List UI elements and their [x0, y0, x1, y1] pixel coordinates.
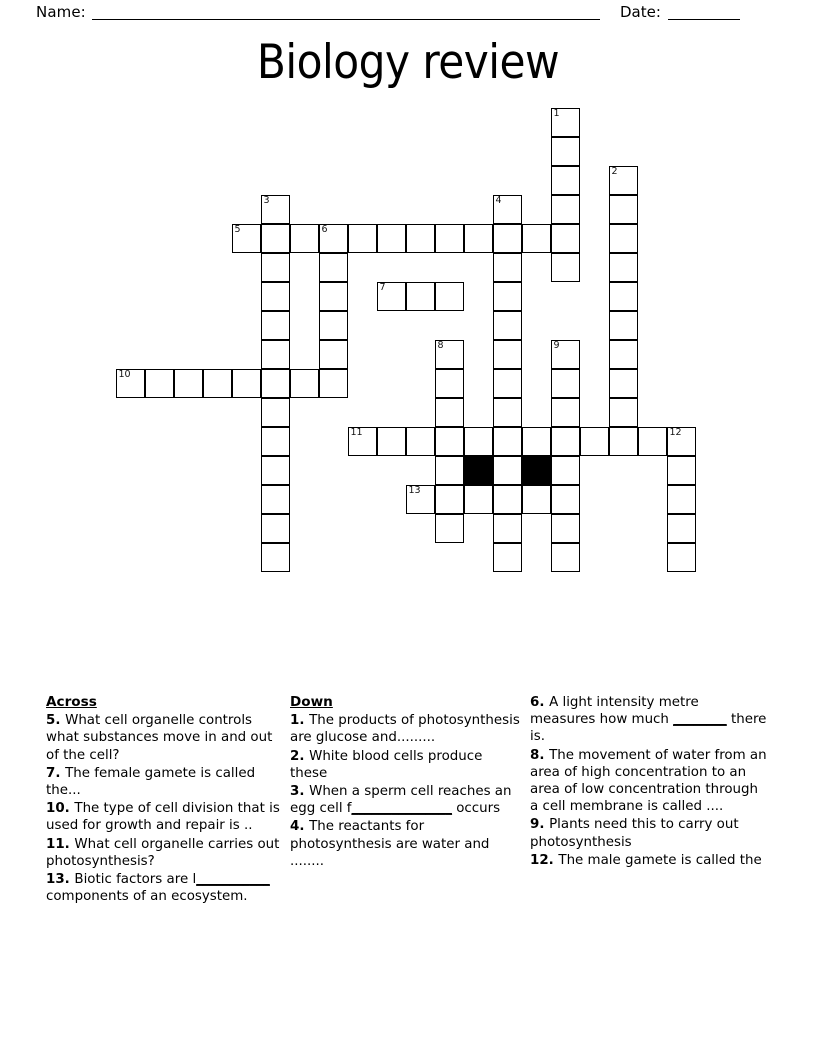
page-title: Biology review: [256, 35, 560, 90]
grid-cell[interactable]: [493, 398, 522, 427]
grid-cell[interactable]: [493, 311, 522, 340]
grid-cell[interactable]: [435, 456, 464, 485]
grid-cell-number: 2: [611, 166, 618, 177]
grid-cell-number: 4: [495, 195, 502, 206]
clue-text: The movement of water from an area of high concentration to an area of low concentration through a cell membrane is called ....: [530, 747, 767, 815]
grid-cell[interactable]: [493, 253, 522, 282]
grid-cell[interactable]: [551, 108, 580, 137]
grid-cell[interactable]: [551, 137, 580, 166]
grid-cell-number: 7: [379, 282, 386, 293]
grid-cell[interactable]: [174, 369, 203, 398]
grid-cell[interactable]: [261, 514, 290, 543]
grid-cell[interactable]: [609, 195, 638, 224]
clue-text: What cell organelle controls what substances move in and out of the cell?: [46, 713, 273, 763]
grid-cell[interactable]: [319, 369, 348, 398]
grid-cell[interactable]: [667, 485, 696, 514]
grid-cell[interactable]: [261, 311, 290, 340]
grid-cell[interactable]: [406, 485, 435, 514]
grid-cell[interactable]: [551, 485, 580, 514]
grid-cell[interactable]: [377, 224, 406, 253]
grid-cell[interactable]: [261, 485, 290, 514]
grid-cell[interactable]: [493, 195, 522, 224]
grid-cell-number: 6: [321, 224, 328, 235]
clue-item: [46, 712, 286, 764]
grid-cell[interactable]: [493, 369, 522, 398]
grid-cell[interactable]: [203, 369, 232, 398]
clue-item: [290, 748, 522, 782]
grid-cell[interactable]: [522, 485, 551, 514]
grid-cell-number: 1: [553, 108, 560, 119]
grid-cell[interactable]: [261, 427, 290, 456]
clue-item: [46, 765, 286, 799]
grid-cell[interactable]: [551, 224, 580, 253]
clue-item: [46, 800, 286, 834]
clues-column-across: [46, 694, 286, 906]
clue-text: The products of photosynthesis are glucose and.........: [290, 713, 520, 746]
grid-cell[interactable]: [667, 543, 696, 572]
grid-cell-number: 3: [263, 195, 270, 206]
grid-cell[interactable]: [406, 224, 435, 253]
grid-cell[interactable]: [319, 224, 348, 253]
grid-cell[interactable]: [464, 224, 493, 253]
clue-number: 10.: [46, 801, 75, 817]
down-heading: Down: [290, 694, 333, 710]
grid-cell[interactable]: [493, 485, 522, 514]
grid-cell[interactable]: [348, 427, 377, 456]
grid-cell[interactable]: [319, 340, 348, 369]
clue-number: 9.: [530, 817, 550, 833]
clue-item: [530, 852, 768, 869]
clue-number: 6.: [530, 695, 550, 710]
clue-text: Biotic factors are l: [74, 872, 197, 888]
grid-cell[interactable]: [377, 282, 406, 311]
grid-cell[interactable]: [551, 369, 580, 398]
grid-cell[interactable]: [261, 224, 290, 253]
grid-cell[interactable]: [493, 224, 522, 253]
grid-cell[interactable]: [406, 427, 435, 456]
clue-item: [530, 816, 768, 850]
clue-item: [290, 818, 522, 870]
grid-cell-blocked: [522, 456, 551, 485]
clue-answer-blank[interactable]: ___________: [196, 872, 270, 888]
grid-cell[interactable]: [667, 456, 696, 485]
clue-text: White blood cells produce these: [290, 748, 483, 781]
grid-cell[interactable]: [464, 427, 493, 456]
clue-text: Plants need this to carry out photosynthesis: [530, 817, 739, 850]
clue-item: [530, 747, 768, 816]
grid-cell[interactable]: [551, 543, 580, 572]
clue-item: [290, 712, 522, 746]
grid-cell[interactable]: [435, 398, 464, 427]
grid-cell[interactable]: [551, 398, 580, 427]
clues-column-down: [290, 694, 522, 871]
grid-cell[interactable]: [551, 427, 580, 456]
grid-cell[interactable]: [261, 253, 290, 282]
clue-text: What cell organelle carries out photosynthesis?: [46, 836, 280, 869]
grid-cell[interactable]: [319, 282, 348, 311]
grid-cell[interactable]: [609, 253, 638, 282]
grid-cell[interactable]: [435, 369, 464, 398]
grid-cell[interactable]: [551, 166, 580, 195]
grid-cell-number: 13: [408, 485, 421, 496]
down-clue-list: [290, 712, 522, 870]
clue-number: 7.: [46, 765, 66, 781]
grid-cell[interactable]: [261, 282, 290, 311]
grid-cell[interactable]: [551, 253, 580, 282]
grid-cell-number: 8: [437, 340, 444, 351]
clue-text: there is.: [530, 712, 767, 745]
clue-answer-blank[interactable]: ________: [673, 712, 727, 728]
grid-cell[interactable]: [261, 369, 290, 398]
clue-text: The reactants for photosynthesis are water and ........: [290, 819, 490, 869]
grid-cell[interactable]: [406, 282, 435, 311]
clue-text: occurs: [451, 801, 501, 817]
grid-cell[interactable]: [551, 340, 580, 369]
grid-cell[interactable]: [493, 282, 522, 311]
grid-cell[interactable]: [464, 485, 493, 514]
grid-cell-number: 5: [234, 224, 241, 235]
grid-cell[interactable]: [609, 369, 638, 398]
clue-answer-blank[interactable]: _______________: [351, 801, 452, 817]
grid-cell[interactable]: [377, 427, 406, 456]
grid-cell[interactable]: [580, 427, 609, 456]
clues-section: [0, 694, 816, 994]
grid-cell[interactable]: [435, 282, 464, 311]
grid-cell[interactable]: [638, 427, 667, 456]
grid-cell[interactable]: [435, 514, 464, 543]
grid-cell[interactable]: [261, 195, 290, 224]
grid-cell[interactable]: [493, 514, 522, 543]
grid-cell[interactable]: [493, 543, 522, 572]
clue-item: [530, 694, 768, 746]
grid-cell[interactable]: [609, 166, 638, 195]
grid-cell-number: 12: [669, 427, 682, 438]
clue-text: When a sperm cell reaches an egg cell f: [290, 784, 512, 817]
grid-cell[interactable]: [319, 253, 348, 282]
clue-number: 8.: [530, 747, 550, 763]
date-label: Date:: [620, 3, 661, 21]
grid-cell[interactable]: [261, 398, 290, 427]
clue-number: 5.: [46, 713, 66, 729]
clue-text: The type of cell division that is used for growth and repair is ..: [46, 801, 280, 834]
grid-cell[interactable]: [348, 224, 377, 253]
clue-item: [46, 836, 286, 870]
grid-cell[interactable]: [609, 282, 638, 311]
clue-text: A light intensity metre measures how much: [530, 695, 699, 728]
grid-cell[interactable]: [232, 224, 261, 253]
grid-cell[interactable]: [609, 224, 638, 253]
grid-cell[interactable]: [290, 224, 319, 253]
clue-number: 3.: [290, 784, 310, 800]
grid-cell[interactable]: [522, 224, 551, 253]
name-label: Name:: [36, 3, 86, 21]
grid-cell[interactable]: [435, 340, 464, 369]
grid-cell[interactable]: [522, 427, 551, 456]
grid-cell[interactable]: [145, 369, 174, 398]
across-heading: Across: [46, 694, 97, 710]
grid-cell[interactable]: [290, 369, 319, 398]
clue-item: [290, 783, 522, 817]
grid-cell[interactable]: [609, 427, 638, 456]
clue-number: 11.: [46, 836, 75, 852]
grid-cell[interactable]: [116, 369, 145, 398]
grid-cell[interactable]: [609, 398, 638, 427]
grid-cell[interactable]: [493, 427, 522, 456]
clue-text: The male gamete is called the: [558, 852, 762, 868]
grid-cell[interactable]: [551, 514, 580, 543]
grid-cell[interactable]: [667, 427, 696, 456]
down-clue-list-continued: [530, 694, 768, 869]
grid-cell-number: 9: [553, 340, 560, 351]
grid-cell[interactable]: [667, 514, 696, 543]
grid-cell[interactable]: [261, 543, 290, 572]
clue-text: components of an ecosystem.: [46, 889, 248, 905]
grid-cell[interactable]: [609, 311, 638, 340]
grid-cell[interactable]: [319, 311, 348, 340]
across-clue-list: [46, 712, 286, 905]
grid-cell[interactable]: [435, 224, 464, 253]
grid-cell[interactable]: [435, 427, 464, 456]
grid-cell[interactable]: [493, 456, 522, 485]
grid-cell[interactable]: [493, 340, 522, 369]
grid-cell-number: 10: [118, 369, 131, 380]
grid-cell[interactable]: [435, 485, 464, 514]
grid-cell-blocked: [464, 456, 493, 485]
clue-number: 4.: [290, 819, 310, 835]
grid-cell[interactable]: [609, 340, 638, 369]
clue-number: 1.: [290, 713, 310, 729]
grid-cell-number: 11: [350, 427, 363, 438]
clue-number: 12.: [530, 852, 559, 868]
grid-cell[interactable]: [551, 456, 580, 485]
clue-text: The female gamete is called the...: [46, 765, 256, 799]
grid-cell[interactable]: [232, 369, 261, 398]
clue-number: 13.: [46, 872, 75, 888]
clue-number: 2.: [290, 748, 310, 764]
clues-column-down-continued: [530, 694, 768, 870]
grid-cell[interactable]: [261, 456, 290, 485]
grid-cell[interactable]: [261, 340, 290, 369]
grid-cell[interactable]: [551, 195, 580, 224]
clue-item: [46, 871, 286, 905]
